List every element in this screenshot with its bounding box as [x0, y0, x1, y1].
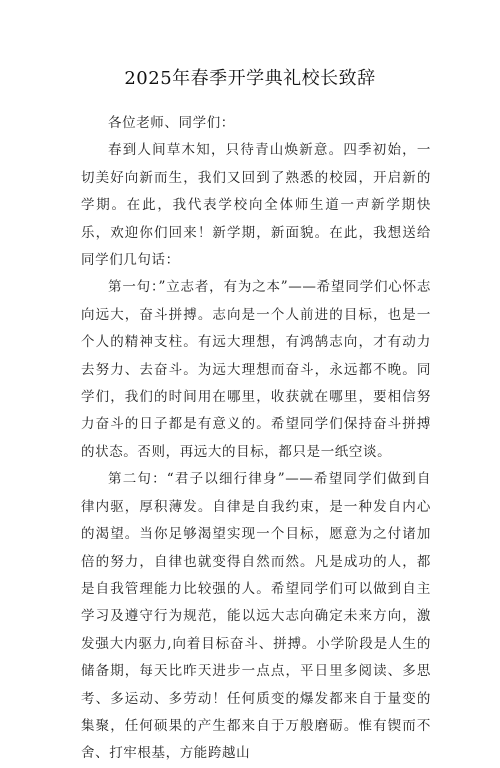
- paragraph-second-saying: 第二句：“君子以细行律身”——希望同学们做到自律内驱，厚积薄发。自律是自我约束，是一种发自内心的渴望。当你足够渴望实现一个目标，愿意为之付诸加倍的努力，自律也就变得自然而然。凡是成功的人，都是自我管理能力比较强的人。希望同学们可以做到自主学习及遵守行为规范，能以远大志向确定未来方向，激发强大内驱力,向着目标奋斗、拼搏。小学阶段是人生的储备期，每天比昨天进步一点点，平日里多阅读、多思考、多运动、多劳动！任何质变的爆发都来自于量变的集聚，任何硕果的产生都来自于万般磨砺。惟有锲而不舍、打牢根基，方能跨越山: [81, 471, 431, 762]
- paragraph-intro: 春到人间草木知，只待青山焕新意。四季初始，一切美好向新而生，我们又回到了熟悉的校园，开启新的学期。在此，我代表学校向全体师生道一声新学期快乐，欢迎你们回来！新学期，新面貌。在此，我想送给同学们几句话：: [81, 142, 431, 269]
- document-body: [81, 110, 431, 768]
- paragraph-first-saying: 第一句：”立志者，有为之本”——希望同学们心怀志向远大，奋斗拼搏。志向是一个人前进的目标，也是一个人的精神支柱。有远大理想，有鸿鹄志向，才有动力去努力、去奋斗。为远大理想而奋斗，永远都不晚。同学们，我们的时间用在哪里，收获就在哪里，要相信努力奋斗的日子都是有意义的。希望同学们保持奋斗拼搏的状态。否则，再远大的目标，都只是一纸空谈。: [81, 279, 431, 460]
- greeting-line: 各位老师、同学们：: [108, 115, 235, 131]
- document-title: 2025年春季开学典礼校长致辞: [124, 68, 376, 89]
